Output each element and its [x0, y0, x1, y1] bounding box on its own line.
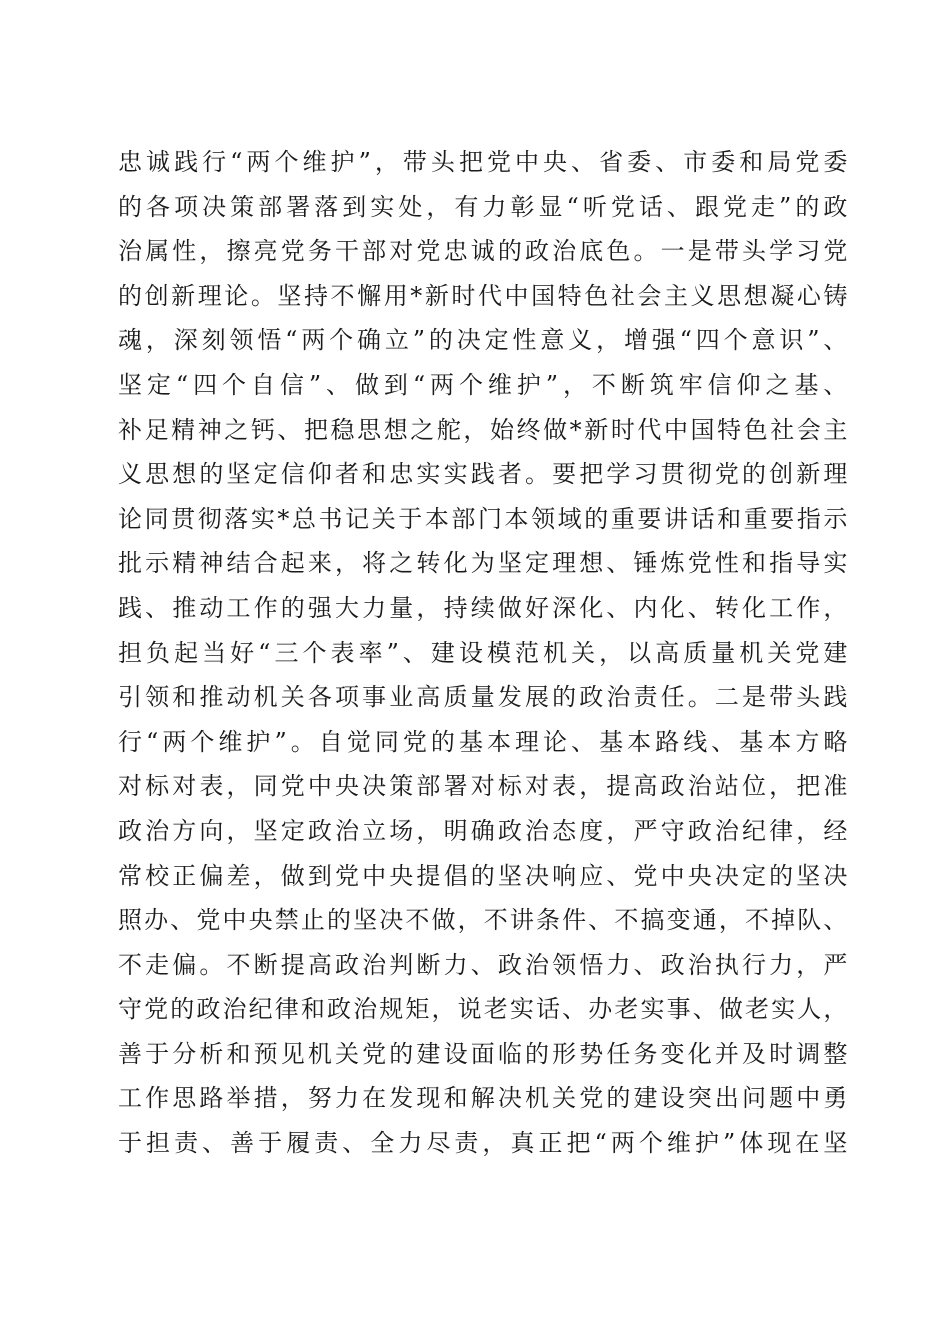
text-line: 论同贯彻落实*总书记关于本部门本领域的重要讲话和重要指示 [118, 504, 848, 533]
text-line: 担负起当好“三个表率”、建设模范机关，以高质量机关党建 [118, 638, 848, 667]
text-line: 守党的政治纪律和政治规矩，说老实话、办老实事、做老实人， [118, 995, 848, 1024]
text-line: 引领和推动机关各项事业高质量发展的政治责任。二是带头践 [118, 683, 848, 712]
text-line: 对标对表，同党中央决策部署对标对表，提高政治站位，把准 [118, 772, 848, 801]
text-line: 不走偏。不断提高政治判断力、政治领悟力、政治执行力，严 [118, 950, 848, 979]
text-line: 的创新理论。坚持不懈用*新时代中国特色社会主义思想凝心铸 [118, 281, 848, 310]
text-line: 照办、党中央禁止的坚决不做，不讲条件、不搞变通，不掉队、 [118, 906, 848, 935]
text-line: 政治方向，坚定政治立场，明确政治态度，严守政治纪律，经 [118, 816, 848, 845]
text-line: 于担责、善于履责、全力尽责，真正把“两个维护”体现在坚 [118, 1129, 848, 1158]
text-line: 工作思路举措，努力在发现和解决机关党的建设突出问题中勇 [118, 1084, 848, 1113]
text-line: 善于分析和预见机关党的建设面临的形势任务变化并及时调整 [118, 1039, 848, 1068]
text-line: 的各项决策部署落到实处，有力彰显“听党话、跟党走”的政 [118, 192, 848, 221]
text-line: 魂，深刻领悟“两个确立”的决定性意义，增强“四个意识”、 [118, 326, 848, 355]
text-line: 常校正偏差，做到党中央提倡的坚决响应、党中央决定的坚决 [118, 861, 848, 890]
text-line: 行“两个维护”。自觉同党的基本理论、基本路线、基本方略 [118, 727, 848, 756]
text-line: 义思想的坚定信仰者和忠实实践者。要把学习贯彻党的创新理 [118, 460, 848, 489]
text-line: 治属性，擦亮党务干部对党忠诚的政治底色。一是带头学习党 [118, 237, 848, 266]
body-paragraph [118, 140, 848, 1166]
text-line: 忠诚践行“两个维护”，带头把党中央、省委、市委和局党委 [118, 148, 848, 176]
text-line: 坚定“四个自信”、做到“两个维护”，不断筑牢信仰之基、 [118, 370, 848, 399]
text-line: 补足精神之钙、把稳思想之舵，始终做*新时代中国特色社会主 [118, 415, 848, 444]
text-line: 践、推动工作的强大力量，持续做好深化、内化、转化工作， [118, 593, 848, 622]
text-line: 批示精神结合起来，将之转化为坚定理想、锤炼党性和指导实 [118, 549, 848, 578]
